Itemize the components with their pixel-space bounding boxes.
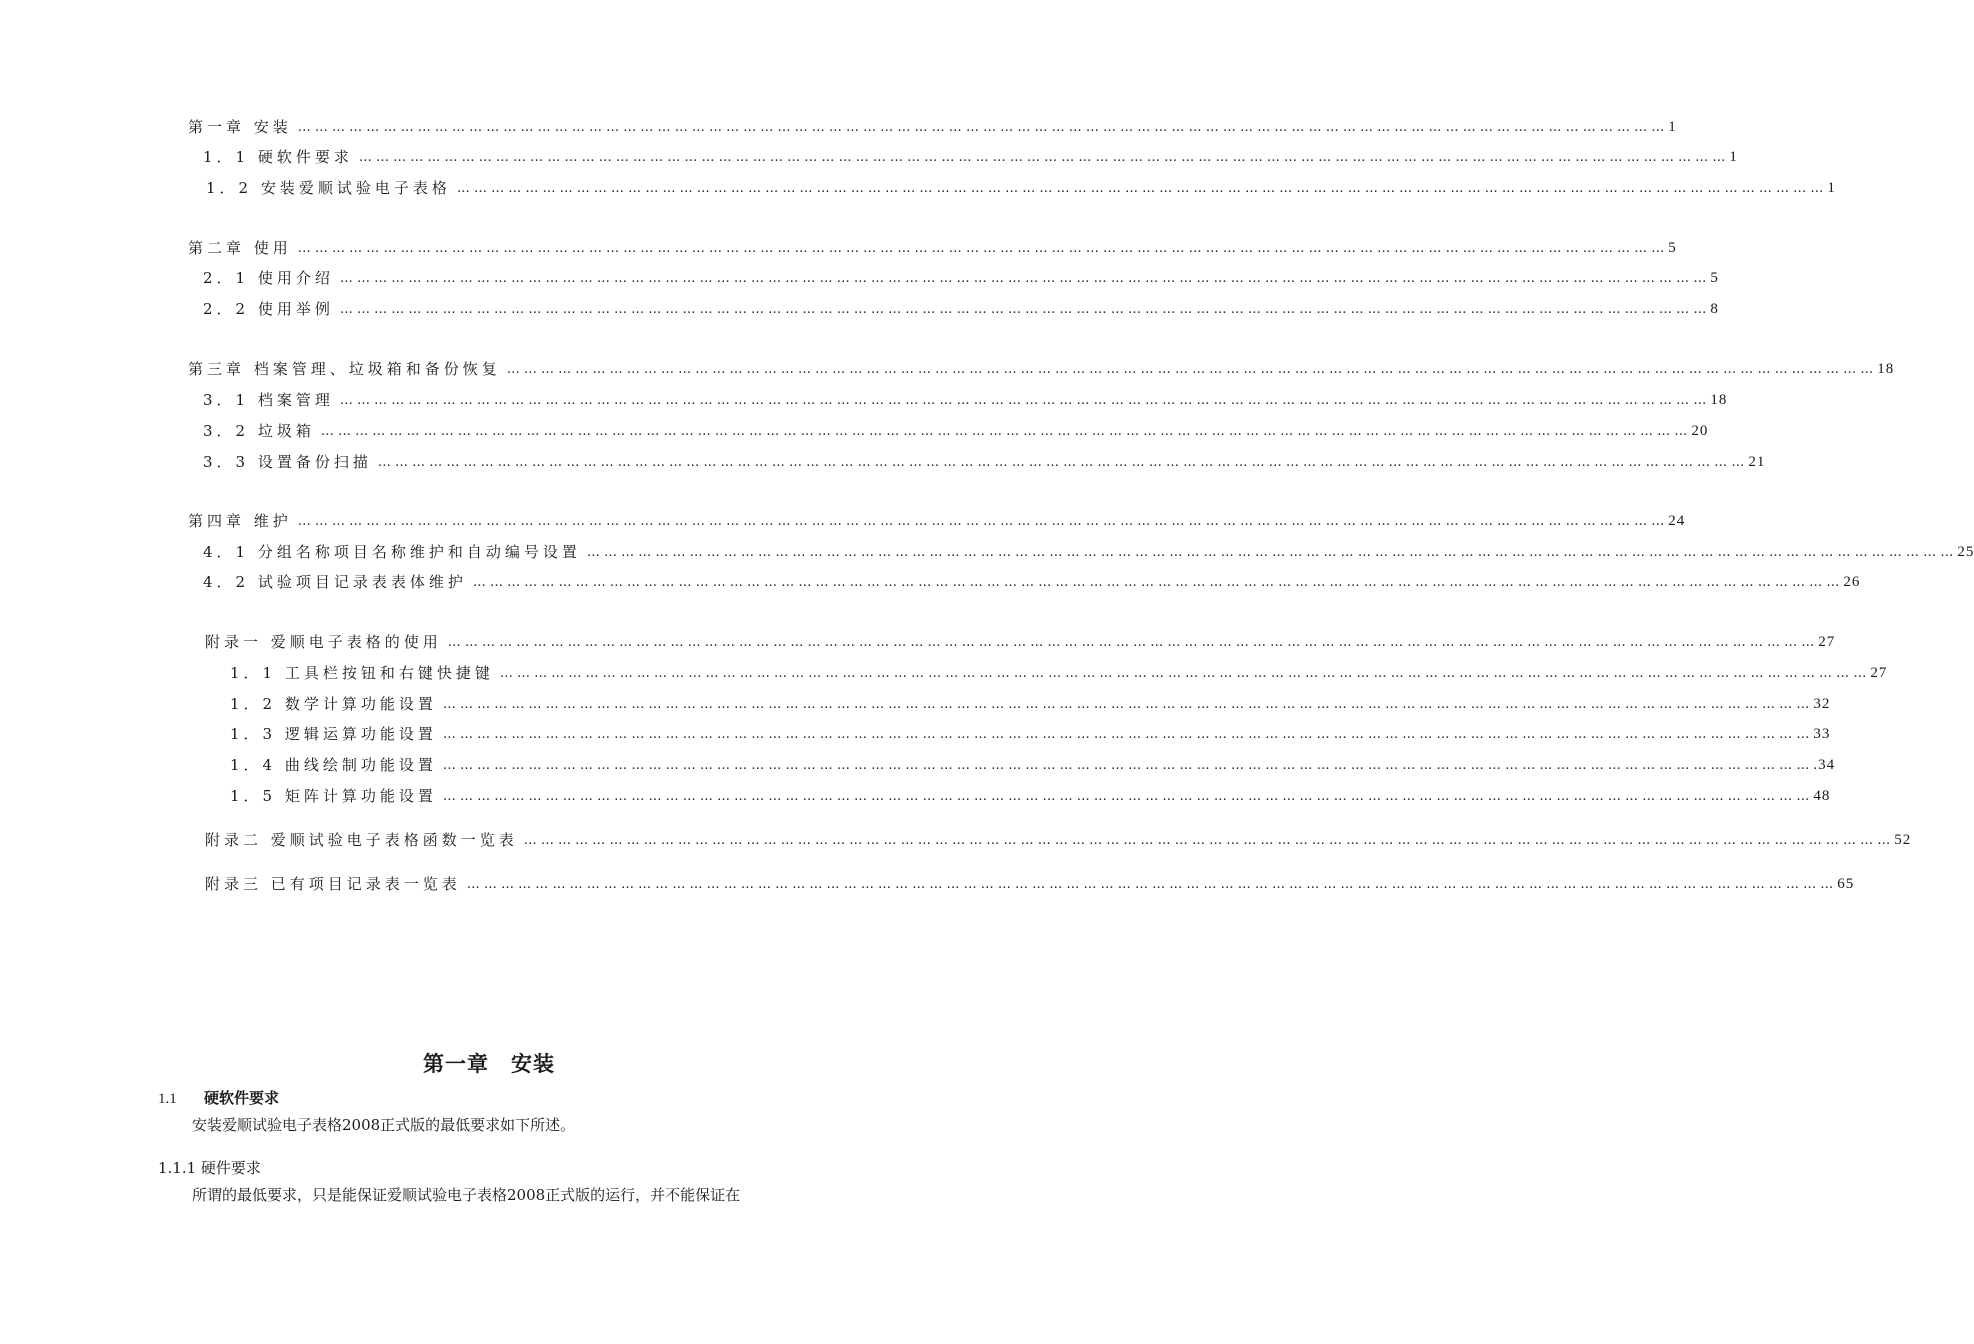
toc-entry-page: 27 xyxy=(1870,665,1888,681)
toc-entry-title: 1．1 硬软件要求 xyxy=(203,148,353,166)
toc-leader: … … … … … … … … … … … … … … … … … … … … … … … … … … … … … … … … … … … … … … … … … … … … … … … … … … … … … … … … … … … … … … … … … … … … … … … … … … … … … … … … xyxy=(506,362,1874,377)
toc-entry-page: 65 xyxy=(1837,876,1855,892)
toc-leader: … … … … … … … … … … … … … … … … … … … … … … … … … … … … … … … … … … … … … … … … … … … … … … … … … … … … … … … … … … … … … … … … … … … … … … … … … … … … … … … … xyxy=(456,181,1824,196)
toc-leader: … … … … … … … … … … … … … … … … … … … … … … … … … … … … … … … … … … … … … … … … … … … … … … … … … … … … … … … … … … … … … … … … … … … … … … … … … … … … … … … … xyxy=(472,575,1840,590)
toc-entry[interactable] xyxy=(230,662,1888,684)
toc-entry[interactable] xyxy=(203,146,1738,168)
toc-entry[interactable] xyxy=(205,829,1912,851)
toc-entry-page: 18 xyxy=(1877,361,1895,377)
toc-entry[interactable] xyxy=(205,873,1855,895)
toc-leader: … … … … … … … … … … … … … … … … … … … … … … … … … … … … … … … … … … … … … … … … … … … … … … … … … … … … … … … … … … … … … … … … … … … … … … … … … … … … … … … … xyxy=(442,789,1810,804)
toc-entry[interactable] xyxy=(203,451,1766,473)
toc-leader: … … … … … … … … … … … … … … … … … … … … … … … … … … … … … … … … … … … … … … … … … … … … … … … … … … … … … … … … … … … … … … … … … … … … … … … … … … … … … … … … xyxy=(339,393,1707,408)
toc-leader: … … … … … … … … … … … … … … … … … … … … … … … … … … … … … … … … … … … … … … … … … … … … … … … … … … … … … … … … … … … … … … … … … … … … … … … … … … … … … … … … xyxy=(297,514,1665,529)
toc-entry-page: 25 xyxy=(1957,544,1974,560)
toc-leader: … … … … … … … … … … … … … … … … … … … … … … … … … … … … … … … … … … … … … … … … … … … … … … … … … … … … … … … … … … … … … … … … … … … … … … … … … … … … … … … … xyxy=(586,545,1954,560)
toc-entry[interactable] xyxy=(188,237,1677,259)
toc-entry[interactable] xyxy=(206,177,1836,199)
toc-leader: … … … … … … … … … … … … … … … … … … … … … … … … … … … … … … … … … … … … … … … … … … … … … … … … … … … … … … … … … … … … … … … … … … … … … … … … … … … … … … … … xyxy=(297,120,1665,135)
toc-leader: … … … … … … … … … … … … … … … … … … … … … … … … … … … … … … … … … … … … … … … … … … … … … … … … … … … … … … … … … … … … … … … … … … … … … … … … … … … … … … … … xyxy=(442,697,1810,712)
toc-leader: … … … … … … … … … … … … … … … … … … … … … … … … … … … … … … … … … … … … … … … … … … … … … … … … … … … … … … … … … … … … … … … … … … … … … … … … … … … … … … … … xyxy=(339,302,1707,317)
toc-entry-title: 4．2 试验项目记录表表体维护 xyxy=(203,573,467,591)
toc-entry-page: 26 xyxy=(1843,574,1861,590)
toc-leader: … … … … … … … … … … … … … … … … … … … … … … … … … … … … … … … … … … … … … … … … … … … … … … … … … … … … … … … … … … … … … … … … … … … … … … … … … … … … … … … … xyxy=(442,758,1810,773)
toc-entry-title: 第二章 使用 xyxy=(188,239,292,257)
toc-entry-page: 8 xyxy=(1710,301,1719,317)
toc-entry-page: 5 xyxy=(1668,240,1677,256)
toc-entry[interactable] xyxy=(205,631,1836,653)
toc-leader: … … … … … … … … … … … … … … … … … … … … … … … … … … … … … … … … … … … … … … … … … … … … … … … … … … … … … … … … … … … … … … … … … … … … … … … … … … … … … … … … xyxy=(523,833,1891,848)
toc-leader: … … … … … … … … … … … … … … … … … … … … … … … … … … … … … … … … … … … … … … … … … … … … … … … … … … … … … … … … … … … … … … … … … … … … … … … … … … … … … … … … xyxy=(466,877,1834,892)
toc-entry-page: 18 xyxy=(1710,392,1728,408)
toc-leader: … … … … … … … … … … … … … … … … … … … … … … … … … … … … … … … … … … … … … … … … … … … … … … … … … … … … … … … … … … … … … … … … … … … … … … … … … … … … … … … … xyxy=(358,150,1726,165)
toc-entry-title: 1．2 数学计算功能设置 xyxy=(230,695,437,713)
toc-entry-page: 1 xyxy=(1668,119,1677,135)
toc-entry-title: 1．3 逻辑运算功能设置 xyxy=(230,725,437,743)
toc-entry-page: 1 xyxy=(1729,149,1738,165)
toc-leader: … … … … … … … … … … … … … … … … … … … … … … … … … … … … … … … … … … … … … … … … … … … … … … … … … … … … … … … … … … … … … … … … … … … … … … … … … … … … … … … … xyxy=(442,727,1810,742)
toc-entry-title: 2．1 使用介绍 xyxy=(203,269,334,287)
toc-entry[interactable] xyxy=(203,420,1709,442)
toc-entry-page: 48 xyxy=(1813,788,1831,804)
toc-entry[interactable] xyxy=(203,298,1719,320)
toc-entry-title: 1．5 矩阵计算功能设置 xyxy=(230,787,437,805)
toc-entry[interactable] xyxy=(188,358,1895,380)
toc-entry-page: 21 xyxy=(1748,454,1766,470)
toc-entry[interactable] xyxy=(203,267,1719,289)
toc-entry-title: 附录二 爱顺试验电子表格函数一览表 xyxy=(205,831,518,849)
toc-entry-title: 4．1 分组名称项目名称维护和自动编号设置 xyxy=(203,543,581,561)
toc-entry-page: 32 xyxy=(1813,696,1831,712)
toc-leader: … … … … … … … … … … … … … … … … … … … … … … … … … … … … … … … … … … … … … … … … … … … … … … … … … … … … … … … … … … … … … … … … … … … … … … … … … … … … … … … … xyxy=(297,241,1665,256)
chapter-title: 第一章 安装 xyxy=(423,1052,555,1076)
section-heading xyxy=(158,1087,279,1108)
toc-entry-page: 5 xyxy=(1710,270,1719,286)
toc-leader: … … … … … … … … … … … … … … … … … … … … … … … … … … … … … … … … … … … … … … … … … … … … … … … … … … … … … … … … … … … … … … … … … … … … … … … … … … … … … … … … xyxy=(339,271,1707,286)
toc-entry-page: 1 xyxy=(1827,180,1836,196)
body-paragraph: 所谓的最低要求，只是能保证爱顺试验电子表格2008正式版的运行，并不能保证在 xyxy=(192,1186,741,1204)
toc-entry-title: 1．1 工具栏按钮和右键快捷键 xyxy=(230,664,494,682)
toc-entry[interactable] xyxy=(230,754,1836,776)
toc-entry-title: 3．1 档案管理 xyxy=(203,391,334,409)
toc-entry[interactable] xyxy=(203,541,1974,563)
toc-entry[interactable] xyxy=(188,116,1677,138)
toc-entry-title: 第四章 维护 xyxy=(188,512,292,530)
toc-entry-title: 2．2 使用举例 xyxy=(203,300,334,318)
toc-entry-page: 27 xyxy=(1818,634,1836,650)
toc-leader: … … … … … … … … … … … … … … … … … … … … … … … … … … … … … … … … … … … … … … … … … … … … … … … … … … … … … … … … … … … … … … … … … … … … … … … … … … … … … … … … xyxy=(377,455,1745,470)
toc-entry-title: 第三章 档案管理、垃圾箱和备份恢复 xyxy=(188,360,501,378)
toc-leader: … … … … … … … … … … … … … … … … … … … … … … … … … … … … … … … … … … … … … … … … … … … … … … … … … … … … … … … … … … … … … … … … … … … … … … … … … … … … … … … … xyxy=(320,424,1688,439)
toc-entry-page: 20 xyxy=(1691,423,1709,439)
toc-entry-title: 附录三 已有项目记录表一览表 xyxy=(205,875,461,893)
toc-entry[interactable] xyxy=(230,723,1831,745)
section-title: 硬软件要求 xyxy=(204,1089,280,1107)
toc-entry[interactable] xyxy=(230,785,1831,807)
toc-leader: … … … … … … … … … … … … … … … … … … … … … … … … … … … … … … … … … … … … … … … … … … … … … … … … … … … … … … … … … … … … … … … … … … … … … … … … … … … … … … … … xyxy=(499,666,1867,681)
toc-entry-page: 33 xyxy=(1813,726,1831,742)
toc-entry[interactable] xyxy=(230,693,1831,715)
toc-entry-title: 1．2 安装爱顺试验电子表格 xyxy=(206,179,451,197)
toc-leader: … … … … … … … … … … … … … … … … … … … … … … … … … … … … … … … … … … … … … … … … … … … … … … … … … … … … … … … … … … … … … … … … … … … … … … … … … … … … … … … … xyxy=(447,635,1815,650)
toc-entry-title: 第一章 安装 xyxy=(188,118,292,136)
toc-entry-title: 3．2 垃圾箱 xyxy=(203,422,315,440)
intro-paragraph: 安装爱顺试验电子表格2008正式版的最低要求如下所述。 xyxy=(192,1116,576,1134)
toc-entry[interactable] xyxy=(203,571,1861,593)
toc-entry[interactable] xyxy=(203,389,1728,411)
toc-entry-page: .34 xyxy=(1813,757,1836,773)
toc-entry-title: 1．4 曲线绘制功能设置 xyxy=(230,756,437,774)
subsection-title: 1.1.1 硬件要求 xyxy=(158,1159,261,1177)
toc-entry[interactable] xyxy=(188,510,1686,532)
section-number: 1.1 xyxy=(158,1091,177,1107)
toc-entry-title: 附录一 爱顺电子表格的使用 xyxy=(205,633,442,651)
toc-entry-page: 52 xyxy=(1894,832,1912,848)
toc-entry-page: 24 xyxy=(1668,513,1686,529)
toc-entry-title: 3．3 设置备份扫描 xyxy=(203,453,372,471)
